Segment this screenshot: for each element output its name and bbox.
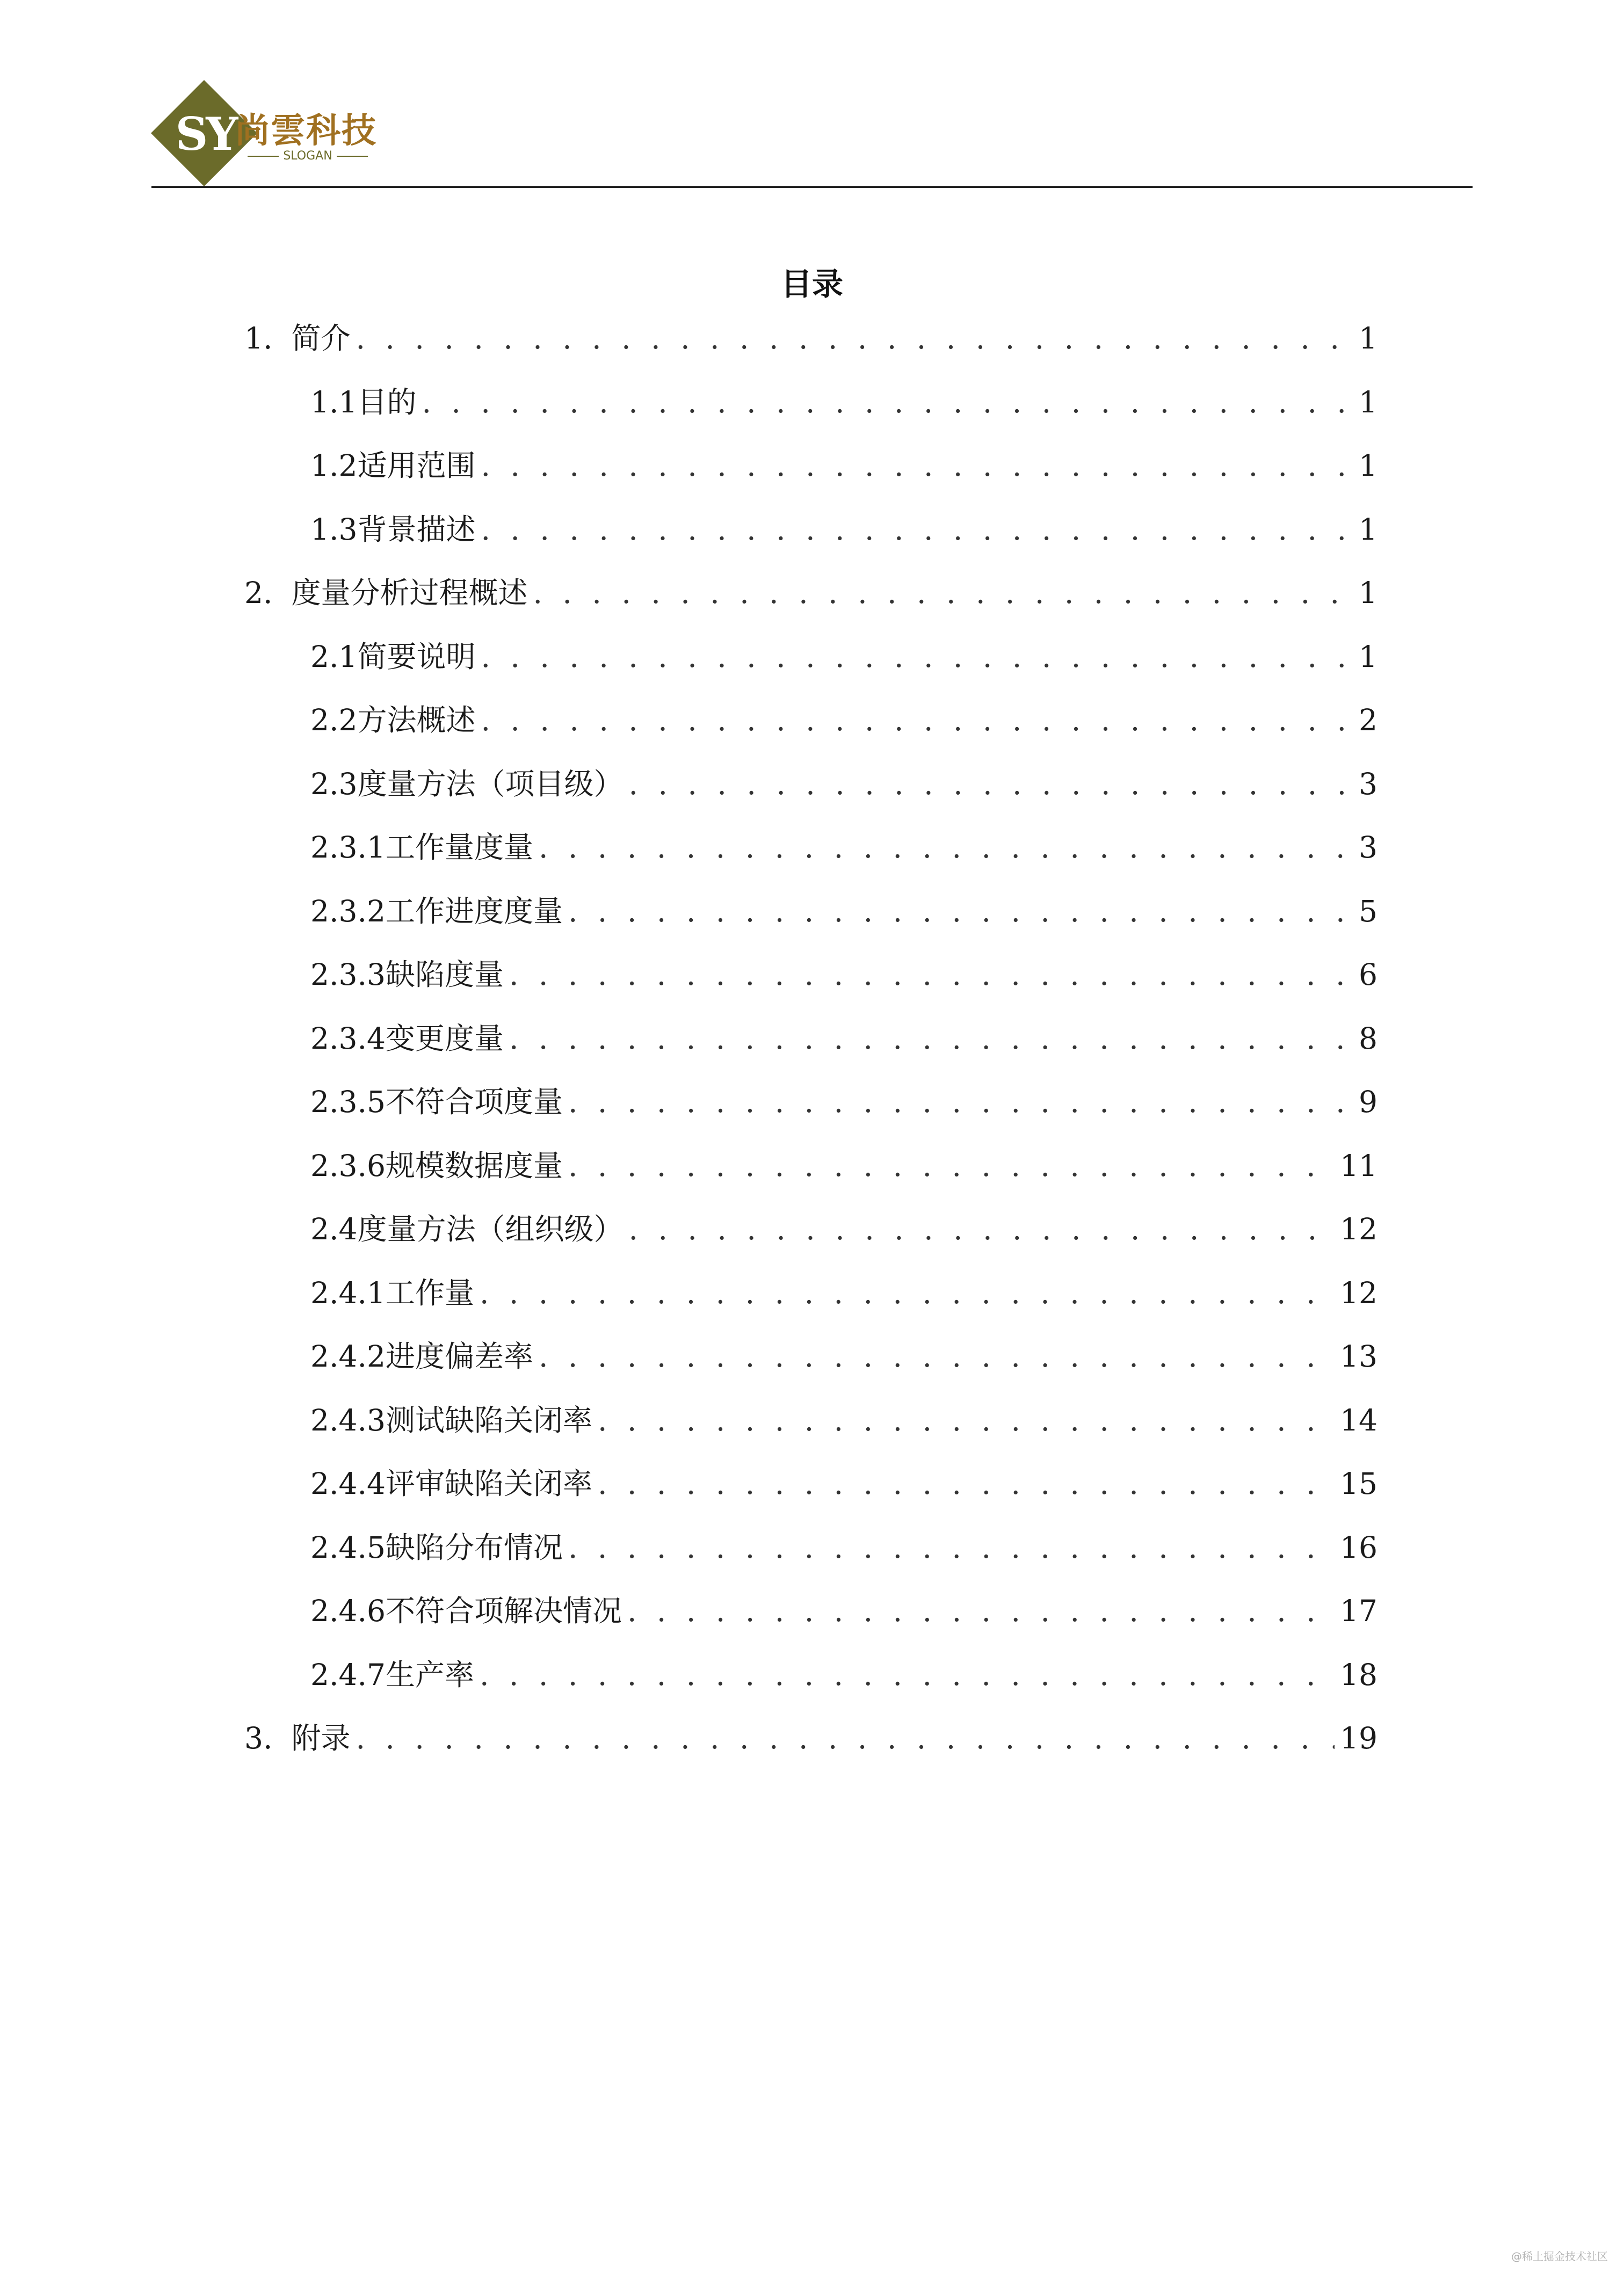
toc-entry[interactable]	[310, 381, 1378, 424]
toc-dot-leader	[598, 1399, 1335, 1442]
toc-dot-leader	[628, 1208, 1335, 1251]
toc-entry[interactable]	[310, 1208, 1378, 1251]
toc-entry[interactable]	[310, 1526, 1378, 1569]
toc-entry-label: 2. 度量分析过程概述	[244, 576, 528, 610]
toc-dot-leader	[481, 444, 1353, 487]
toc-entry[interactable]	[310, 1144, 1378, 1187]
toc-entry[interactable]	[310, 1589, 1378, 1632]
toc-entry[interactable]	[244, 1717, 1378, 1760]
toc-entry-label: 2.3.3缺陷度量	[310, 957, 504, 992]
toc-entry-page-number: 1	[1359, 448, 1378, 483]
toc-dot-leader	[356, 1717, 1335, 1760]
toc-entry-page-number: 14	[1340, 1403, 1378, 1437]
toc-entry-label: 2.3.2工作进度度量	[310, 894, 563, 928]
toc-entry[interactable]	[310, 1017, 1378, 1060]
toc-entry-label: 1. 简介	[244, 321, 351, 355]
toc-entry[interactable]	[310, 444, 1378, 487]
toc-dot-leader	[568, 1080, 1353, 1123]
toc-entry-label: 1.1目的	[310, 384, 417, 419]
toc-entry-page-number: 18	[1340, 1657, 1378, 1692]
toc-dot-leader	[356, 317, 1353, 360]
toc-entry[interactable]	[310, 1462, 1378, 1505]
toc-dot-leader	[533, 571, 1353, 614]
toc-entry-page-number: 1	[1359, 321, 1378, 355]
toc-entry-page-number: 1	[1359, 512, 1378, 547]
toc-entry-page-number: 5	[1359, 894, 1378, 928]
toc-dot-leader	[509, 953, 1353, 996]
toc-entry-page-number: 1	[1359, 639, 1378, 674]
toc-entry-page-number: 6	[1359, 957, 1378, 992]
toc-entry-page-number: 17	[1340, 1594, 1378, 1628]
toc-entry-label: 3. 附录	[244, 1721, 351, 1755]
toc-dot-leader	[568, 890, 1353, 933]
toc-entry-page-number: 2	[1359, 703, 1378, 737]
toc-entry[interactable]	[310, 826, 1378, 869]
logo-slogan: SLOGAN	[243, 149, 372, 163]
toc-entry-page-number: 8	[1359, 1021, 1378, 1056]
toc-entry-label: 2.4.5缺陷分布情况	[310, 1530, 563, 1565]
toc-entry-label: 2.4.4评审缺陷关闭率	[310, 1466, 592, 1501]
toc-dot-leader	[568, 1144, 1335, 1187]
toc-entry-label: 2.4.3测试缺陷关闭率	[310, 1403, 592, 1437]
toc-entry-label: 2.1简要说明	[310, 639, 476, 674]
toc-entry[interactable]	[244, 571, 1378, 614]
toc-title: 目录	[780, 266, 843, 302]
toc-entry[interactable]	[310, 1272, 1378, 1315]
toc-entry[interactable]	[310, 508, 1378, 551]
toc-entry-page-number: 13	[1340, 1339, 1378, 1374]
toc-entry-label: 2.4.2进度偏差率	[310, 1339, 533, 1374]
toc-entry-page-number: 1	[1359, 384, 1378, 419]
toc-dot-leader	[481, 635, 1353, 678]
toc-entry-label: 1.3背景描述	[310, 512, 476, 547]
toc-entry-label: 2.3.4变更度量	[310, 1021, 504, 1056]
toc-entry-label: 2.4.1工作量	[310, 1275, 474, 1310]
toc-entry-label: 1.2适用范围	[310, 448, 476, 483]
toc-entry-page-number: 12	[1340, 1275, 1378, 1310]
toc-entry-label: 2.4.6不符合项解决情况	[310, 1594, 622, 1628]
toc-entry-page-number: 3	[1359, 830, 1378, 865]
toc-entry-label: 2.3.1工作量度量	[310, 830, 533, 865]
toc-entry-label: 2.4.7生产率	[310, 1657, 474, 1692]
company-logo	[155, 91, 380, 177]
toc-entry[interactable]	[310, 1080, 1378, 1123]
toc-dot-leader	[598, 1462, 1335, 1505]
toc-entry[interactable]	[310, 762, 1378, 805]
toc-entry[interactable]	[310, 890, 1378, 933]
toc-entry-page-number: 1	[1359, 576, 1378, 610]
toc-dot-leader	[509, 1017, 1353, 1060]
header-divider	[151, 186, 1473, 188]
watermark: @稀土掘金技术社区	[1511, 2250, 1608, 2263]
logo-company-name: 尚雲科技	[235, 111, 377, 151]
toc-entry-label: 2.3度量方法（项目级）	[310, 766, 624, 801]
toc-dot-leader	[481, 699, 1353, 742]
toc-entry[interactable]	[310, 1399, 1378, 1442]
toc-dot-leader	[481, 508, 1353, 551]
toc-entry[interactable]	[310, 635, 1378, 678]
toc-dot-leader	[628, 762, 1353, 805]
toc-entry-label: 2.2方法概述	[310, 703, 476, 737]
toc-entry-page-number: 16	[1340, 1530, 1378, 1565]
toc-dot-leader	[627, 1589, 1335, 1632]
toc-entry[interactable]	[310, 953, 1378, 996]
page-header	[151, 86, 1473, 188]
toc-entry[interactable]	[310, 1335, 1378, 1378]
toc-entry[interactable]	[244, 317, 1378, 360]
toc-dot-leader	[539, 1335, 1335, 1378]
toc-entry-page-number: 3	[1359, 766, 1378, 801]
toc-entry-page-number: 11	[1340, 1148, 1378, 1183]
toc-entry[interactable]	[310, 1653, 1378, 1696]
toc-dot-leader	[422, 381, 1353, 424]
toc-entry[interactable]	[310, 699, 1378, 742]
toc-entry-page-number: 19	[1340, 1721, 1378, 1755]
toc-entry-page-number: 15	[1340, 1466, 1378, 1501]
toc-entry-label: 2.3.6规模数据度量	[310, 1148, 563, 1183]
toc-entry-page-number: 9	[1359, 1085, 1378, 1119]
toc-entry-label: 2.4度量方法（组织级）	[310, 1212, 624, 1246]
logo-initials: SY	[175, 107, 236, 161]
toc-dot-leader	[568, 1526, 1335, 1569]
toc-entry-page-number: 12	[1340, 1212, 1378, 1246]
toc-entry-label: 2.3.5不符合项度量	[310, 1085, 563, 1119]
toc-dot-leader	[480, 1272, 1335, 1315]
toc-dot-leader	[480, 1653, 1335, 1696]
toc-dot-leader	[539, 826, 1353, 869]
